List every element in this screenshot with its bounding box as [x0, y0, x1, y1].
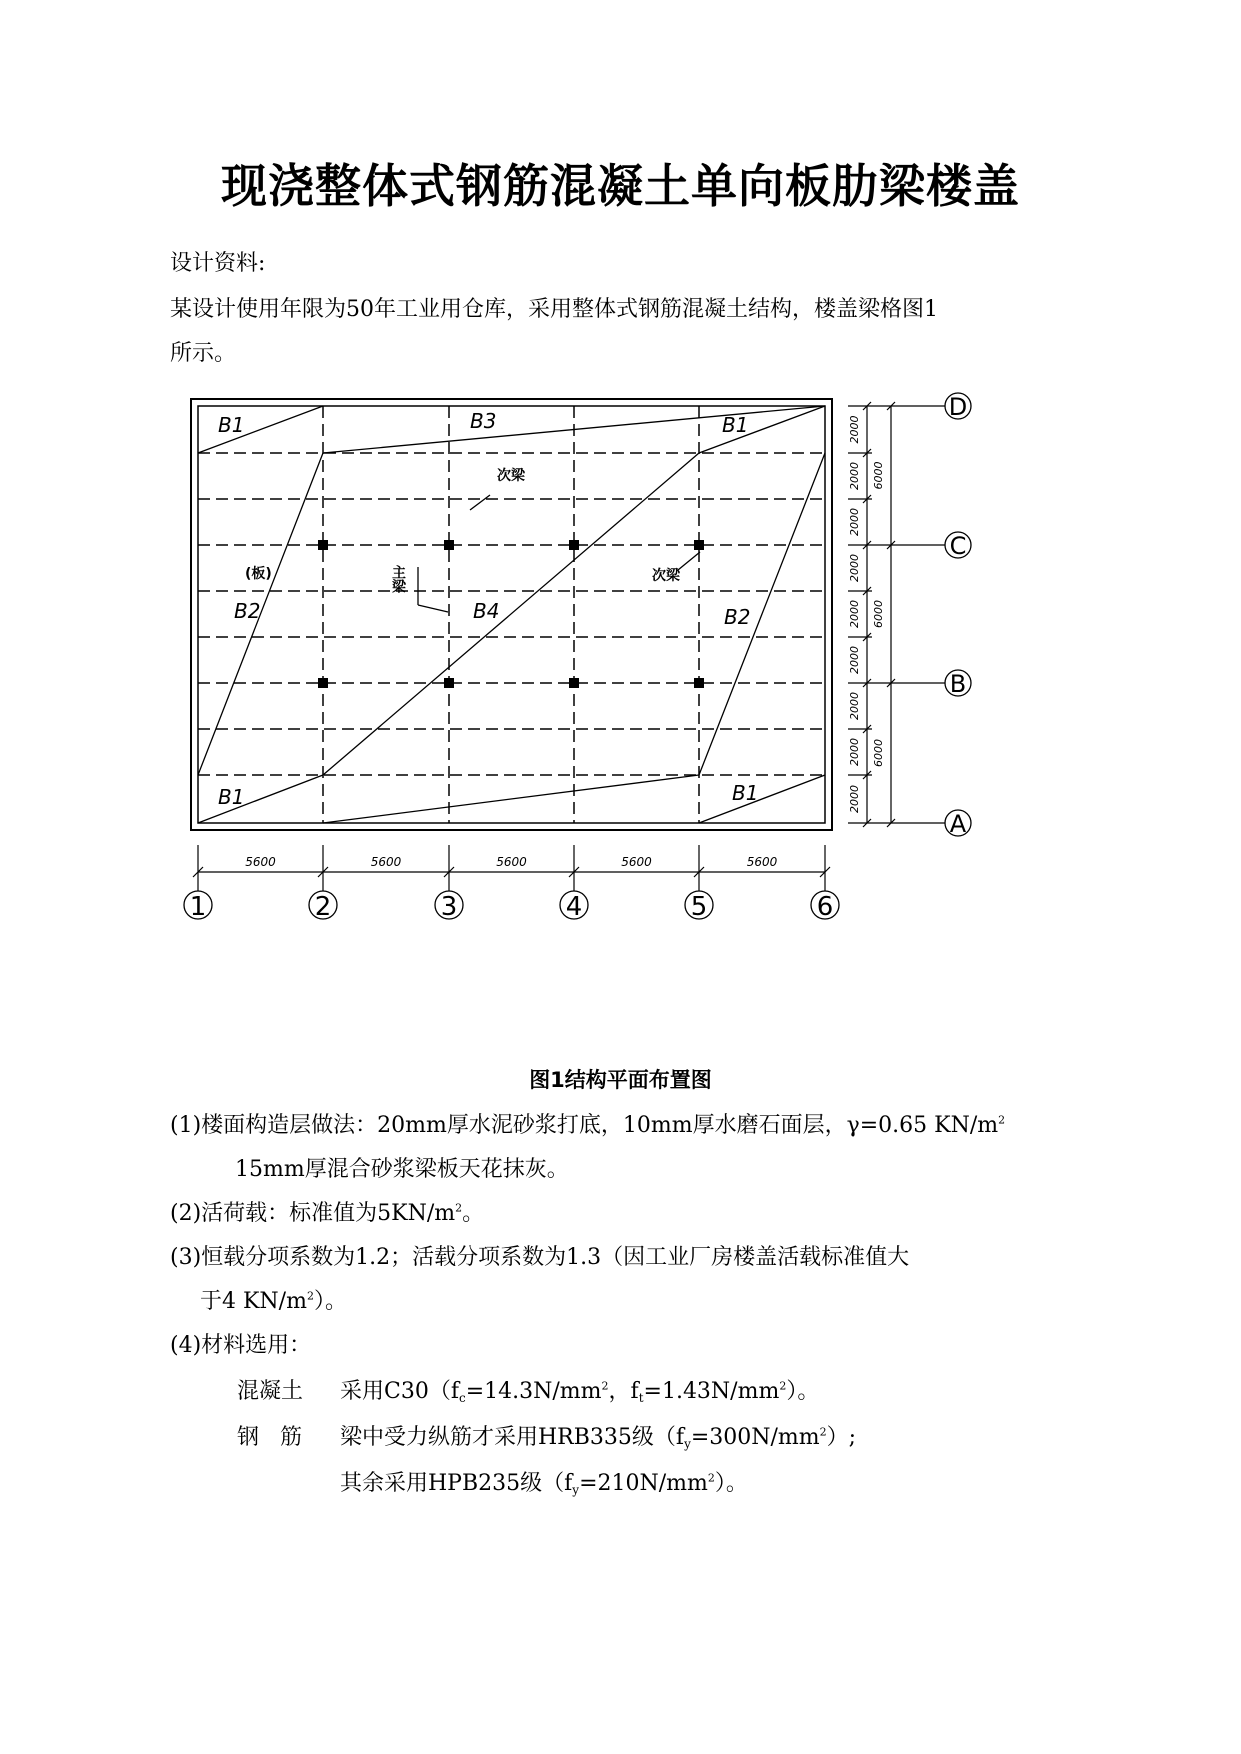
text: =300N/mm: [690, 1425, 820, 1450]
slab-label: B2: [724, 605, 751, 629]
slab-region-line: [699, 775, 825, 823]
text: 采用C30（f: [340, 1379, 459, 1404]
axis-label-x: 2: [314, 892, 332, 922]
page-title: 现浇整体式钢筋混凝土单向板肋梁楼盖: [221, 159, 1020, 213]
secondary-beam-label: 次梁: [652, 568, 680, 584]
slab-region-line: [418, 605, 448, 612]
slab-label: B1: [218, 413, 245, 437]
item-3-text: 于4 KN/m: [200, 1289, 307, 1314]
text: =210N/mm: [579, 1471, 708, 1496]
text: =1.43N/mm: [643, 1379, 780, 1404]
superscript: 2: [998, 1113, 1006, 1127]
axis-label-y: D: [948, 393, 968, 421]
column-marker: [694, 540, 704, 550]
slab-label: B2: [234, 599, 261, 623]
item-3-line-a: (3)恒载分项系数为1.2；活载分项系数为1.3（因工业厂房楼盖活载标准值大: [170, 1245, 910, 1270]
slab-label: B1: [722, 413, 749, 437]
axis-label-x: 3: [440, 892, 458, 922]
dimension-label-y: 2000: [848, 508, 861, 536]
item-2-line: [170, 1196, 484, 1227]
concrete-spec: [340, 1374, 819, 1405]
slab-region-line: [323, 453, 699, 775]
item-2-end: 。: [462, 1201, 485, 1226]
superscript: 2: [455, 1201, 463, 1215]
slab-region-line: [699, 453, 825, 775]
text: ）。: [714, 1471, 748, 1496]
slab-region-line: [323, 775, 699, 823]
steel-label: 钢 筋: [237, 1425, 302, 1450]
dimension-label-y: 2000: [848, 600, 861, 628]
column-marker: [569, 540, 579, 550]
intro-line-1: 某设计使用年限为50年工业用仓库，采用整体式钢筋混凝土结构，楼盖梁格图1: [170, 297, 938, 322]
axis-label-x: 1: [189, 892, 207, 922]
subscript: y: [572, 1483, 580, 1497]
dimension-label-x: 5600: [245, 855, 276, 869]
axis-label-y: A: [949, 810, 967, 838]
item-1-line-b: 15mm厚混合砂浆梁板天花抹灰。: [235, 1157, 569, 1182]
superscript: 2: [707, 1471, 715, 1485]
slab-region-line: [470, 495, 490, 510]
text: 其余采用HPB235级（f: [340, 1471, 573, 1496]
column-marker: [569, 678, 579, 688]
dimension-label-y-total: 6000: [872, 461, 885, 490]
text: 梁中受力纵筋才采用HRB335级（f: [340, 1425, 685, 1450]
slab-label: B4: [473, 599, 500, 623]
column-marker: [444, 678, 454, 688]
dimension-label-x: 5600: [746, 855, 778, 869]
intro-heading: 设计资料:: [170, 251, 266, 276]
column-marker: [694, 678, 704, 688]
figure-caption: 图1结构平面布置图: [529, 1068, 712, 1092]
dimension-label-y: 2000: [848, 785, 861, 813]
subscript: y: [684, 1437, 691, 1451]
text: ）;: [826, 1425, 857, 1450]
axis-label-y: C: [949, 532, 967, 560]
steel-spec-2: [340, 1466, 748, 1497]
steel-spec-1: [340, 1420, 856, 1451]
dimension-label-y: 2000: [848, 738, 861, 766]
dimension-label-y: 2000: [848, 462, 861, 490]
item-1-text: (1)楼面构造层做法：20mm厚水泥砂浆打底，10mm厚水磨石面层，γ=0.65 KN/m: [170, 1113, 999, 1138]
dimension-label-y: 2000: [848, 554, 861, 582]
superscript: 2: [819, 1425, 827, 1439]
column-marker: [318, 540, 328, 550]
dimension-label-x: 5600: [496, 855, 527, 869]
superscript: 2: [601, 1379, 609, 1393]
slab-region-line: [198, 406, 323, 453]
slab-label: B1: [218, 785, 245, 809]
axis-label-x: 5: [690, 892, 708, 922]
superscript: 2: [306, 1289, 314, 1303]
dimension-label-y-total: 6000: [872, 600, 885, 628]
column-marker: [318, 678, 328, 688]
superscript: 2: [779, 1379, 787, 1393]
slab-region-line: [198, 775, 323, 823]
intro-line-2: 所示。: [170, 341, 237, 366]
dimension-label-y: 2000: [848, 692, 861, 720]
main-beam-label: 主梁: [390, 565, 406, 593]
concrete-label: 混凝土: [237, 1379, 304, 1404]
subscript: t: [638, 1391, 644, 1405]
secondary-beam-label: 次梁: [497, 468, 525, 484]
axis-label-x: 6: [816, 892, 834, 922]
dimension-label-x: 5600: [621, 855, 652, 869]
text: =14.3N/mm: [465, 1379, 602, 1404]
text: ，f: [608, 1379, 639, 1404]
item-1-line-a: [170, 1108, 1005, 1139]
slab-region-line: [678, 552, 700, 570]
slab-note-label: (板): [245, 566, 272, 582]
slab-region-line: [699, 406, 825, 453]
column-marker: [444, 540, 454, 550]
dimension-label-y-total: 6000: [872, 739, 885, 767]
dimension-label-x: 5600: [370, 855, 402, 869]
item-3-end: ）。: [313, 1289, 347, 1314]
axis-label-y: B: [949, 670, 967, 698]
item-2-text: (2)活荷载：标准值为5KN/m: [170, 1201, 456, 1226]
slab-label: B3: [470, 409, 497, 433]
text: ）。: [786, 1379, 820, 1404]
axis-label-x: 4: [565, 892, 583, 922]
dimension-label-y: 2000: [848, 646, 861, 674]
dimension-label-y: 2000: [848, 415, 861, 444]
subscript: c: [458, 1391, 466, 1405]
slab-label: B1: [732, 781, 759, 805]
item-3-line-b: [200, 1284, 347, 1315]
slab-region-line: [198, 453, 323, 775]
item-4-line: (4)材料选用：: [170, 1333, 312, 1358]
